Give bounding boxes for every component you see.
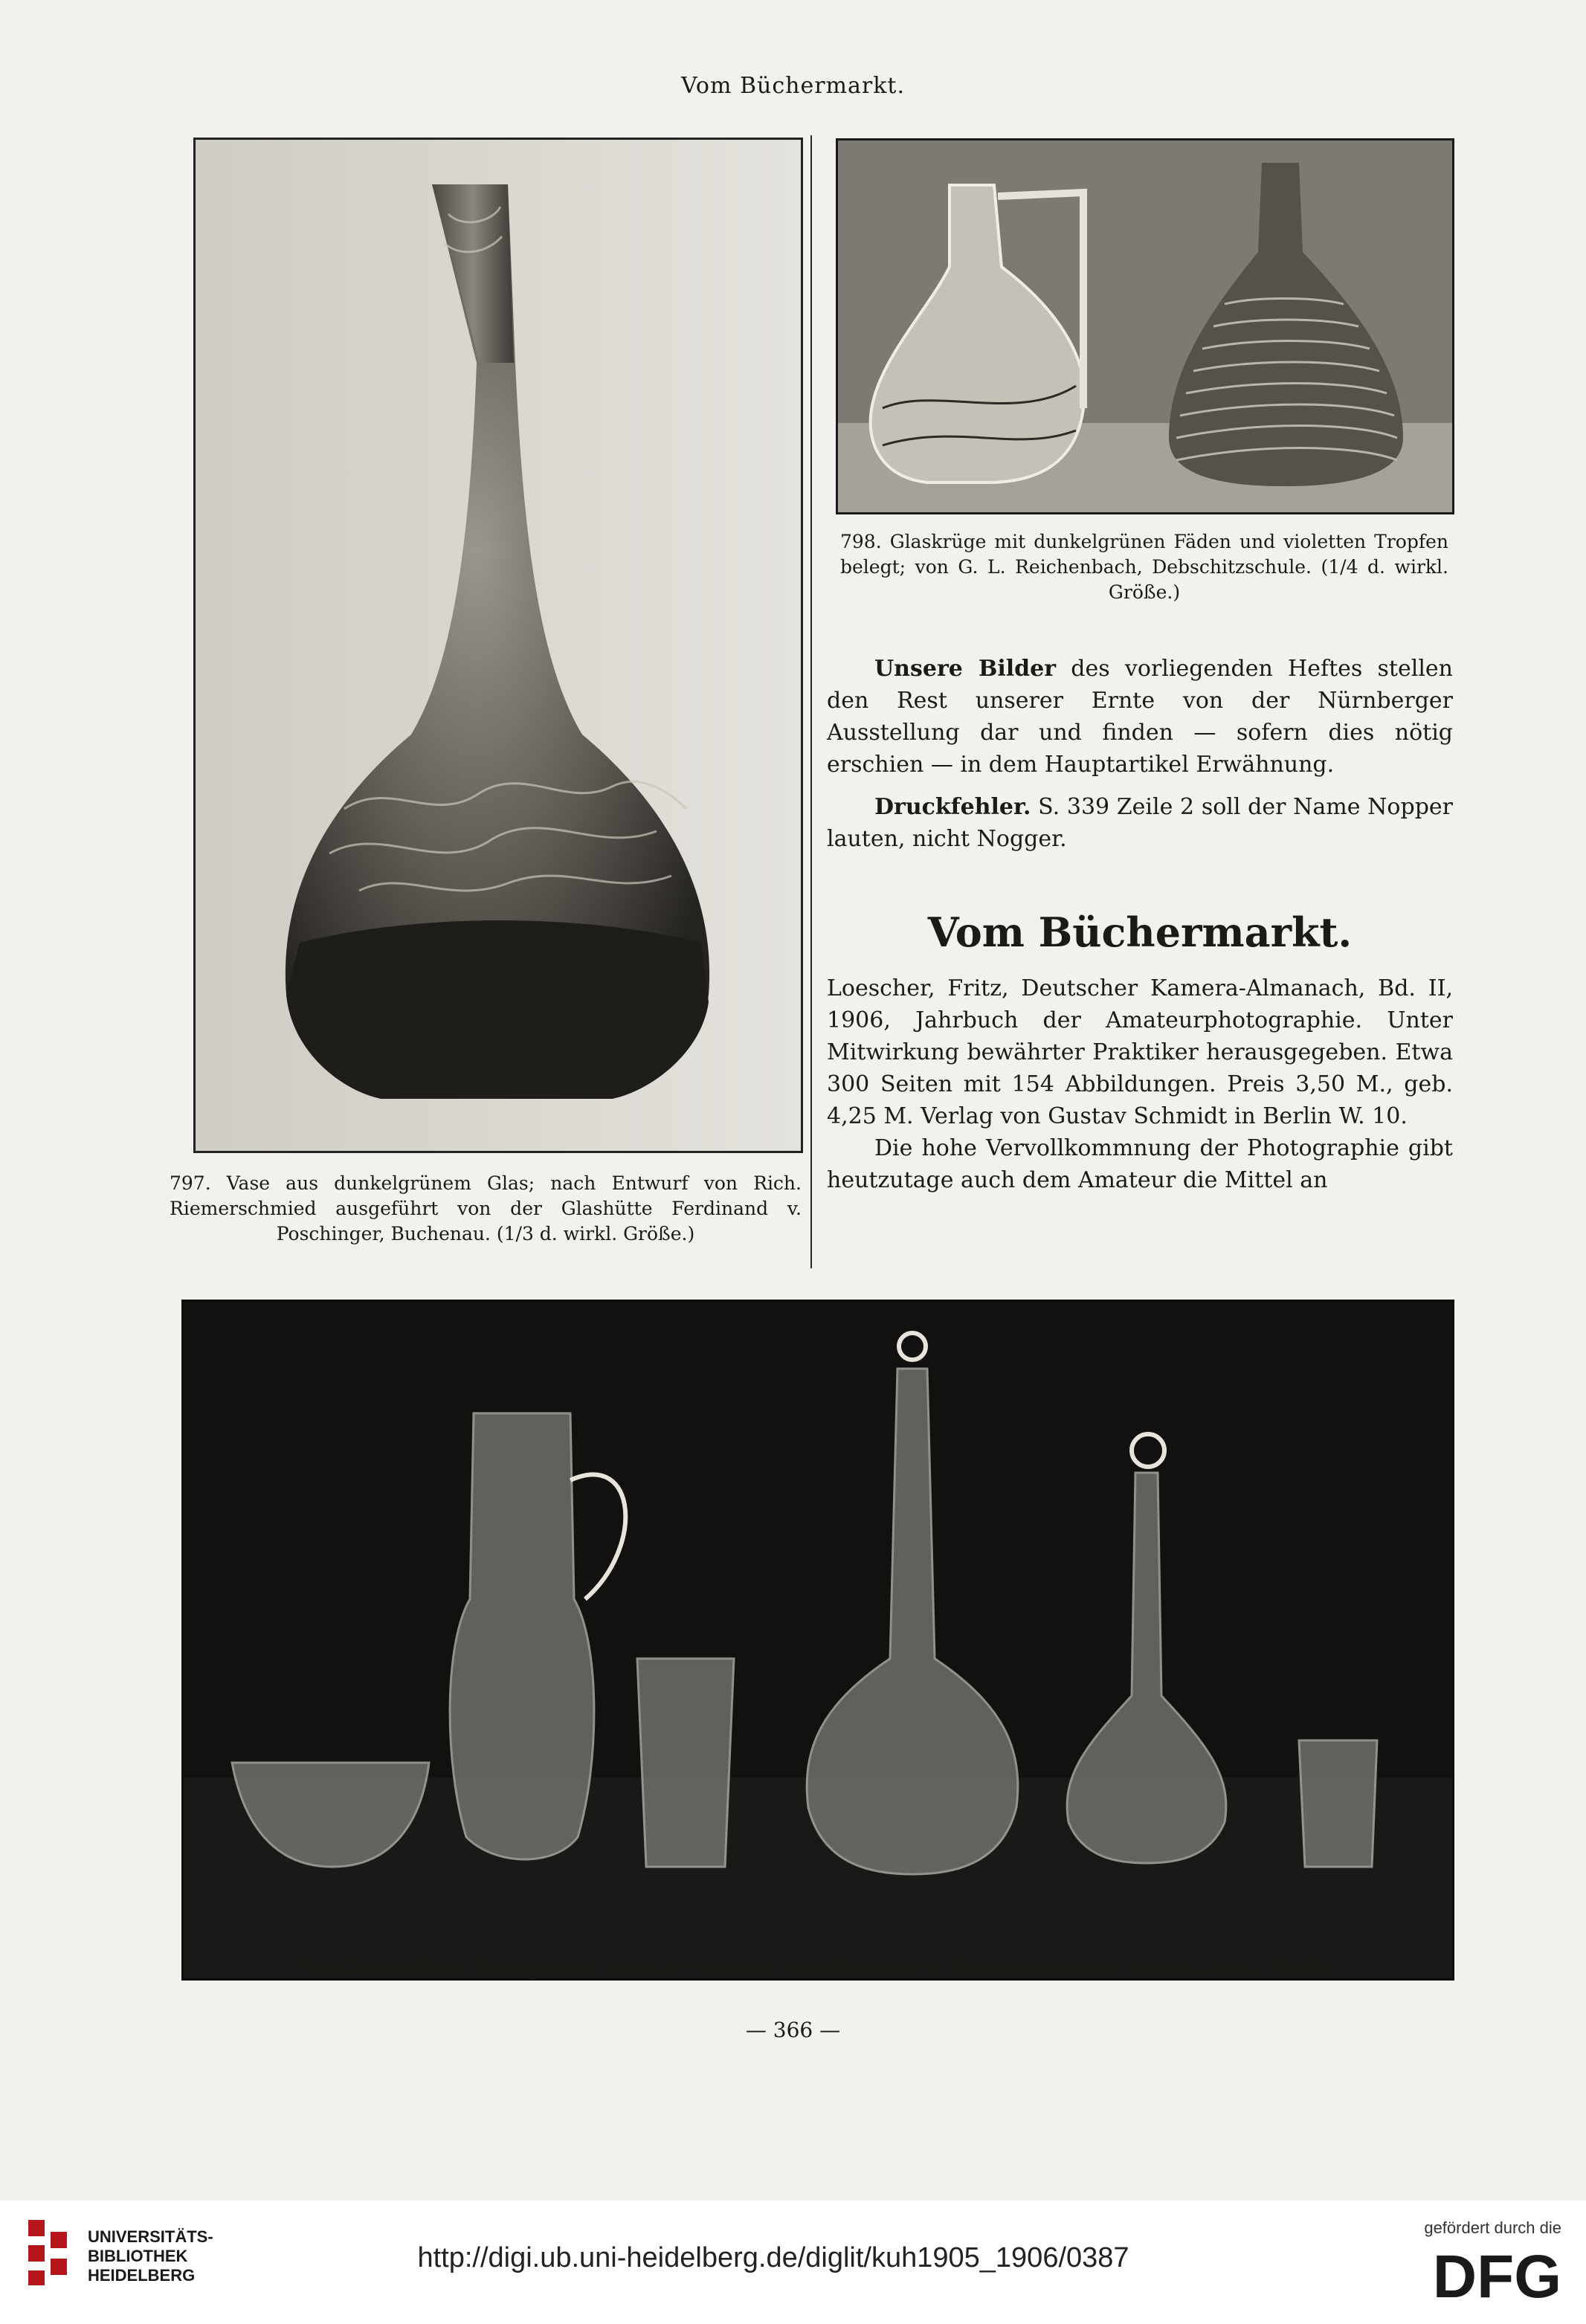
- university-logo-icon: [25, 2217, 71, 2288]
- review-paragraph-2: Die hohe Vervollkommnung der Photographie gibt heutzutage auch dem Amateur die Mittel an: [827, 1135, 1453, 1193]
- figure-797-vase-photo: [193, 138, 803, 1153]
- funded-by-label: gefördert durch die: [1424, 2218, 1561, 2237]
- figure-797-caption: 797. Vase aus dunkelgrünem Glas; nach Entwurf von Rich. Riemerschmied ausgeführt von der Glashütte Ferdinand v. Poschinger, Buchenau. (1/3 d. wirkl. Größe.): [170, 1172, 802, 1245]
- logo-line-1: UNIVERSITÄTS-: [88, 2227, 213, 2246]
- running-head: Vom Büchermarkt.: [681, 73, 905, 99]
- figure-798-caption: 798. Glaskrüge mit dunkelgrünen Fäden und violetten Tropfen belegt; von G. L. Reichenbach, Debschitzschule. (1/4 d. wirkl. Größe.): [840, 531, 1448, 603]
- source-url-link[interactable]: http://digi.ub.uni-heidelberg.de/diglit/kuh1905_1906/0387: [417, 2242, 1129, 2273]
- paragraph-druckfehler: [827, 791, 1453, 855]
- paragraph-unsere-bilder: [827, 653, 1453, 781]
- figure-799-caption: 799. Geschliffene Tischgläser; von Karl Schmoll von Eisenwerth. Debschitzschule. (1/4 d. wirkl. Größe.): [288, 1957, 1347, 1981]
- column-divider: [810, 135, 812, 1268]
- university-logo-text: [88, 2227, 213, 2285]
- article-text: [827, 653, 1453, 855]
- section-title: Vom Büchermarkt.: [927, 908, 1353, 956]
- review-paragraph-1: Loescher, Fritz, Deutscher Kamera-Almanach, Bd. II, 1906, Jahrbuch der Amateurphotographie. Unter Mitwirkung bewährter Praktiker herausgegeben. Etwa 300 Seiten mit 154 Abbildungen. Preis 3,50 M., geb. 4,25 M. Verlag von Gustav Schmidt in Berlin W. 10.: [827, 975, 1453, 1129]
- logo-line-3: HEIDELBERG: [88, 2266, 196, 2285]
- page-number: — 366 —: [745, 2018, 841, 2042]
- dfg-logo: DFG: [1432, 2243, 1561, 2311]
- review-text: [827, 972, 1453, 1196]
- lead-unsere-bilder: Unsere Bilder: [874, 656, 1057, 682]
- lead-druckfehler: Druckfehler.: [874, 794, 1031, 820]
- text-druckfehler: S. 339 Zeile 2 soll der Name Nopper lauten, nicht Nogger.: [827, 794, 1453, 852]
- figure-798-jugs-photo: [836, 138, 1454, 514]
- text-unsere-bilder: des vorliegenden Heftes stellen den Rest unserer Ernte von der Nürnberger Ausstellung dar und finden — sofern dies nötig erschien — in dem Hauptartikel Erwähnung.: [827, 656, 1454, 778]
- footer-bar: [0, 2201, 1586, 2324]
- figure-799-glassware-photo: [181, 1300, 1454, 1981]
- logo-line-2: BIBLIOTHEK: [88, 2247, 188, 2265]
